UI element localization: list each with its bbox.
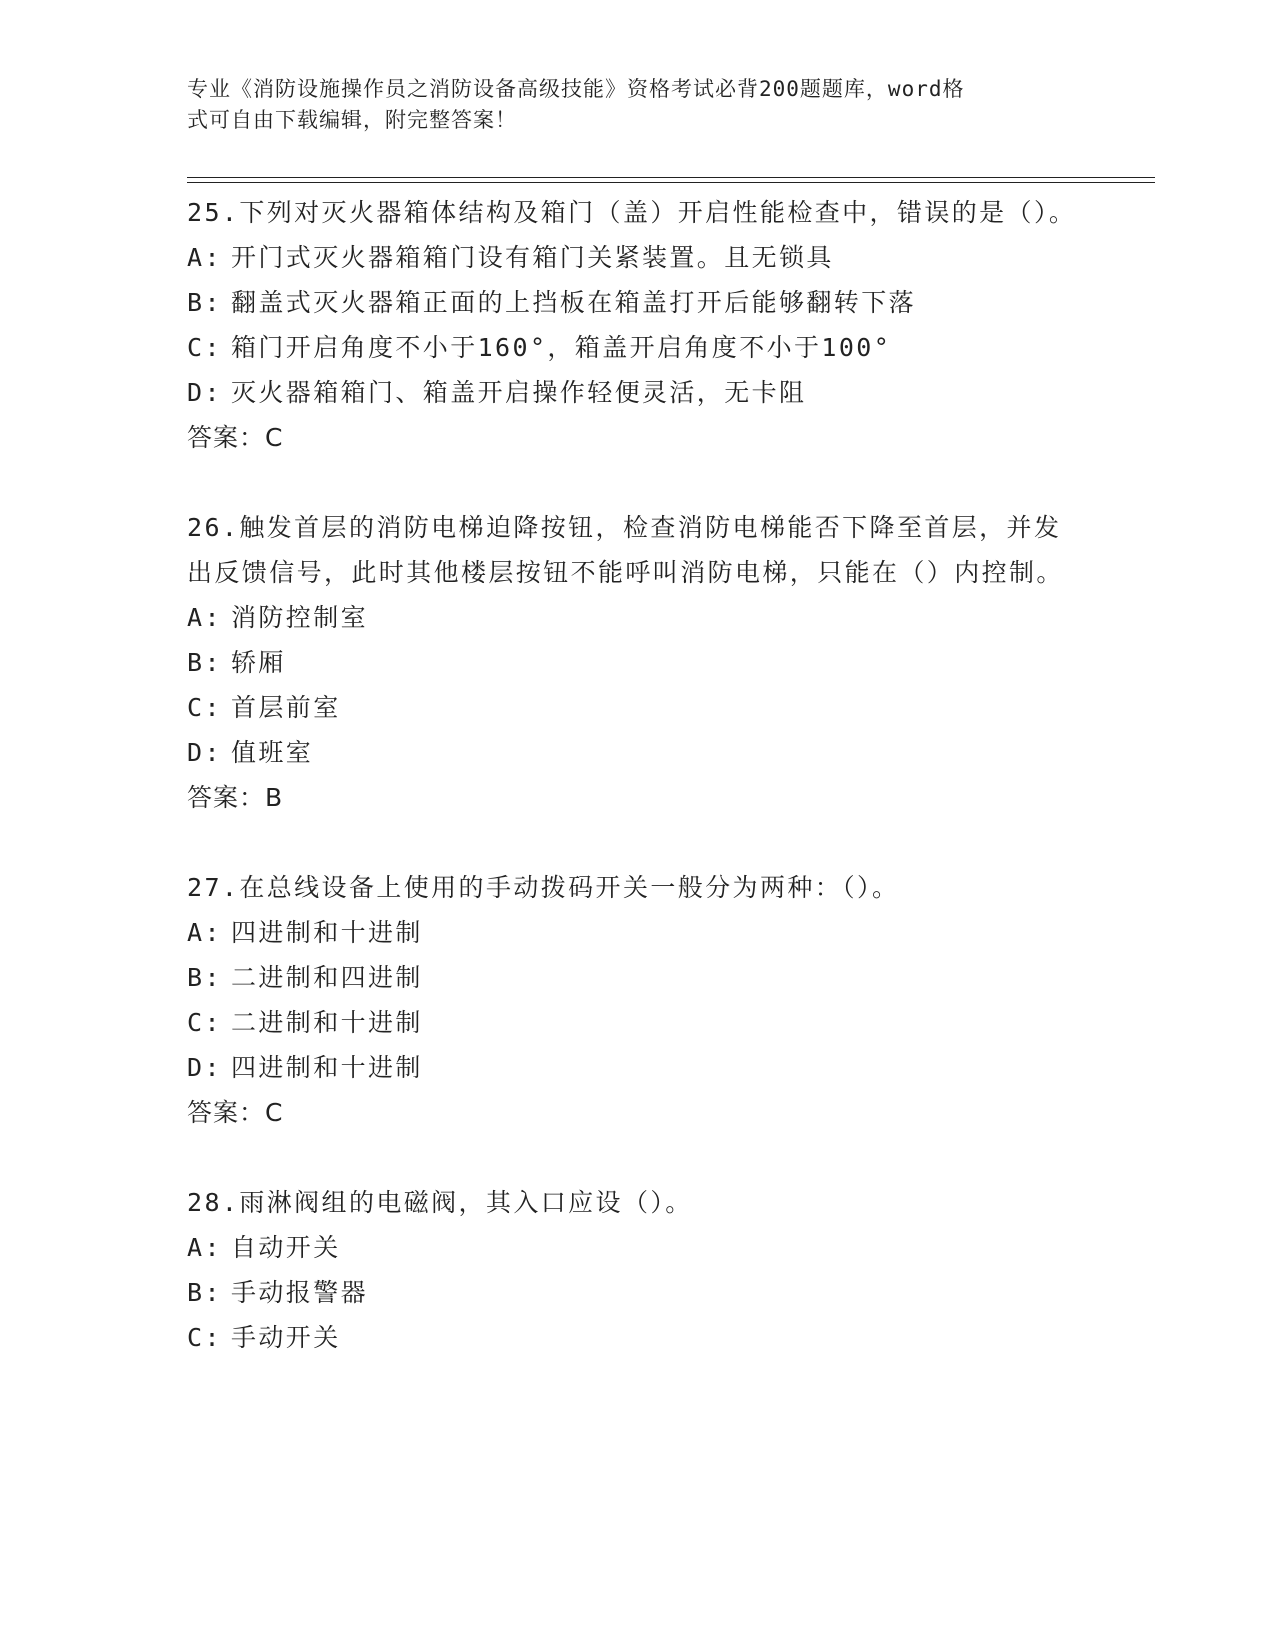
question-25 [187,190,1087,460]
option-c [187,325,1087,370]
question-stem: 26.触发首层的消防电梯迫降按钮，检查消防电梯能否下降至首层，并发出反馈信号，此时其他楼层按钮不能呼叫消防电梯，只能在（）内控制。 [187,513,1064,587]
option-text: 首层前室 [231,693,341,722]
option-key: C: [187,333,222,362]
header-divider-top [187,177,1155,178]
option-text: 轿厢 [231,648,286,677]
option-text: 四进制和十进制 [231,1053,423,1082]
header-line-1: 专业《消防设施操作员之消防设备高级技能》资格考试必背200题题库，word格 [187,77,965,101]
option-b [187,640,1087,685]
option-key: D: [187,1053,222,1082]
question-stem: 27.在总线设备上使用的手动拨码开关一般分为两种：（）。 [187,873,900,902]
option-key: B: [187,963,222,992]
question-28 [187,1180,1087,1360]
document-header [187,74,1067,136]
answer: 答案：B [187,783,284,812]
question-27 [187,865,1087,1135]
option-a [187,595,1087,640]
question-26 [187,505,1087,820]
option-text: 箱门开启角度不小于160°，箱盖开启角度不小于100° [231,333,892,362]
option-text: 灭火器箱箱门、箱盖开启操作轻便灵活，无卡阻 [231,378,807,407]
option-key: B: [187,288,222,317]
option-key: A: [187,243,222,272]
question-stem: 25.下列对灭火器箱体结构及箱门（盖）开启性能检查中，错误的是（）。 [187,198,1077,227]
answer: 答案：C [187,423,284,452]
option-b [187,1270,1087,1315]
option-text: 手动开关 [231,1323,341,1352]
option-a [187,1225,1087,1270]
option-text: 值班室 [231,738,314,767]
option-key: A: [187,603,222,632]
option-text: 四进制和十进制 [231,918,423,947]
question-list [187,190,1087,1405]
option-c [187,685,1087,730]
option-c [187,1000,1087,1045]
option-b [187,955,1087,1000]
option-key: A: [187,918,222,947]
header-line-2: 式可自由下载编辑，附完整答案！ [187,108,517,132]
answer: 答案：C [187,1098,284,1127]
option-key: D: [187,378,222,407]
header-divider-bottom [187,182,1155,183]
option-text: 手动报警器 [231,1278,369,1307]
option-text: 二进制和十进制 [231,1008,423,1037]
option-b [187,280,1087,325]
option-text: 开门式灭火器箱箱门设有箱门关紧装置。且无锁具 [231,243,834,272]
option-d [187,1045,1087,1090]
option-text: 二进制和四进制 [231,963,423,992]
option-text: 消防控制室 [231,603,369,632]
option-key: C: [187,1008,222,1037]
option-a [187,910,1087,955]
option-key: B: [187,1278,222,1307]
option-key: D: [187,738,222,767]
option-d [187,370,1087,415]
option-text: 翻盖式灭火器箱正面的上挡板在箱盖打开后能够翻转下落 [231,288,917,317]
option-d [187,730,1087,775]
option-text: 自动开关 [231,1233,341,1262]
question-stem: 28.雨淋阀组的电磁阀，其入口应设（）。 [187,1188,693,1217]
option-a [187,235,1087,280]
option-key: C: [187,693,222,722]
option-key: A: [187,1233,222,1262]
option-key: C: [187,1323,222,1352]
option-c [187,1315,1087,1360]
option-key: B: [187,648,222,677]
